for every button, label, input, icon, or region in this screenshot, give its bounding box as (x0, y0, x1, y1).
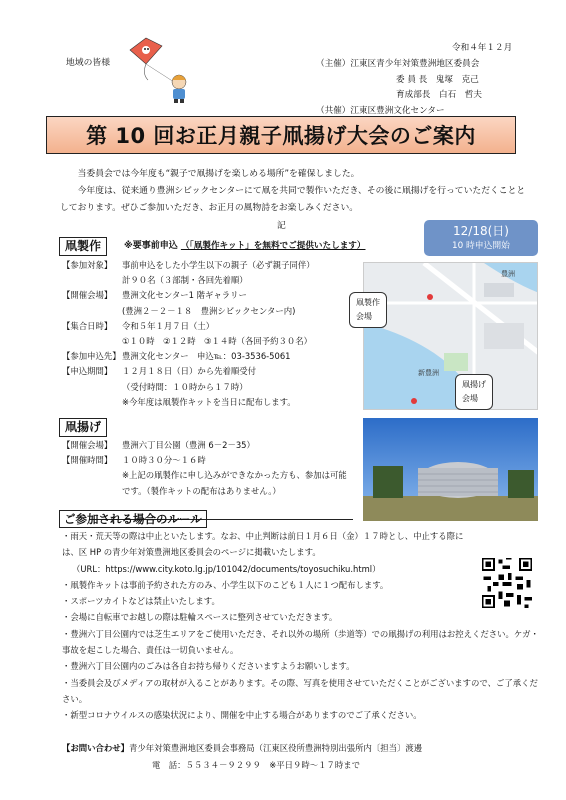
title-banner (46, 116, 516, 154)
kite-making-heading: 凧製作 (59, 237, 107, 256)
date-badge (424, 220, 538, 256)
intro-paragraph-1: 当委員会では今年度も“親子で凧揚げを楽しめる場所”を確保しました。 (77, 169, 360, 179)
requirement-label: ※要事前申込 (124, 241, 178, 251)
page-title: 第 10 回お正月親子凧揚げ大会のご案内 (86, 124, 476, 148)
rules-list (62, 528, 542, 724)
callout-flying-line2: 会場 (462, 394, 478, 403)
list-item: 【参加対象】 事前申込をした小学生以下の親子（必ず親子同伴） (62, 260, 315, 270)
kite-boy-illustration (122, 34, 196, 104)
kite-flying-rows (62, 438, 347, 499)
list-item: （受付時間：１０時から１７時） (122, 381, 248, 392)
callout-making-line2: 会場 (356, 312, 372, 321)
list-item: ①１０時 ②１２時 ③１４時（各回予約３０名） (122, 336, 313, 347)
document-date: 令和４年１２月 (452, 43, 513, 53)
callout-making-line1: 凧製作 (356, 298, 380, 307)
co-organizer-line: （共催）江東区豊洲文化センター (316, 105, 445, 116)
list-item: ・雨天・荒天等の際は中止といたします。なお、中止判断は前日１月６日（金）１７時とし、中止する際には、区 HP の青少年対策豊洲地区委員会のページに掲載いたします。 (62, 531, 464, 558)
map-graphic (364, 263, 538, 410)
list-item: 【開催会場】 豊洲六丁目公園（豊洲 6－2－35） (62, 440, 255, 450)
list-item: 【参加申込先】豊洲文化センター 申込℡：03-3536-5061 (62, 351, 291, 362)
date-badge-date: 12/18(日) (453, 224, 509, 238)
organizer-line: （主催）江東区青少年対策豊洲地区委員会 (316, 59, 480, 69)
list-item: ・当委員会及びメディアの取材が入ることがあります。その際、写真を使用させていただくことがございますので、ご了承ください。 (62, 677, 538, 704)
contact-label: 【お問い合わせ】 (62, 743, 129, 753)
venue-map (363, 262, 538, 410)
callout-making-venue (349, 292, 387, 328)
sponsor-block (316, 57, 482, 119)
list-item: ※今年度は凧製作キットを当日に配布します。 (122, 396, 296, 407)
requirement-line (124, 240, 365, 253)
contact-block (62, 740, 422, 774)
greeting: 地域の皆様 (66, 58, 110, 68)
list-item: です。（製作キットの配布はありません。） (122, 485, 281, 496)
contact-text: 青少年対策豊洲地区委員会事務局（江東区役所豊洲特別出張所内〔担当〕渡邊 (129, 743, 423, 753)
map-label-shintoyosu: 新豊洲 (418, 369, 439, 377)
list-item: ・スポーツカイトなどは禁止いたします。 (62, 596, 220, 607)
callout-flying-venue (455, 374, 493, 410)
list-item: ・会場に自転車でお越しの際は駐輪スペースに整列させていただきます。 (62, 612, 338, 623)
youth-head-line: 育成部長 白石 哲夫 (396, 90, 482, 100)
list-item: ・新型コロナウイルスの感染状況により、開催を中止する場合がありますのでご了承ください。 (62, 710, 422, 721)
list-item: 計９０名（３部制・各回先着順） (122, 275, 248, 286)
list-item: 【集合日時】 令和５年１月７日（土） (62, 320, 215, 331)
list-item: （URL：https://www.city.koto.lg.jp/101042/documents/toyosuchiku.html） (72, 563, 381, 574)
list-item: ・凧製作キットは事前予約された方のみ、小学生以下のこども１人に１つ配布します。 (62, 579, 389, 590)
kite-making-rows (62, 258, 315, 410)
callout-flying-line1: 凧揚げ (462, 380, 486, 389)
requirement-note: （「凧製作キット」を無料でご提供いたします） (180, 241, 366, 251)
park-photo (363, 418, 538, 521)
intro-text (60, 166, 530, 217)
intro-paragraph-2: 今年度は、従来通り豊洲シビックセンターにて凧を共同で製作いただき、その後に凧揚げを行っていただくこととしております。ぜひご参加いただき、お正月の風物詩をお楽しみください。 (60, 186, 526, 213)
ki-mark: 記 (277, 221, 286, 231)
rules-heading: ご参加される場合のルール (59, 510, 207, 528)
list-item: ※上記の凧製作に申し込みができなかった方も、参加は可能 (122, 470, 347, 481)
qr-code-icon[interactable] (480, 556, 534, 610)
list-item: 【開催会場】 豊洲文化センター1 階ギャラリー (62, 290, 247, 301)
map-label-toyosu: 豊洲 (501, 270, 515, 278)
list-item: ・豊洲六丁目公園内では芝生エリアをご使用いただき、それ以外の場所（歩道等）での凧揚げの利用はお控えください。ケガ・事故を起こした場合、責任は一切負いません。 (62, 628, 539, 656)
list-item: 【開催時間】 １０時３０分～１６時 (62, 455, 206, 466)
list-item: 【申込期間】 １２月１８日（日）から先着順受付 (62, 366, 256, 377)
date-badge-note: 10 時申込開始 (452, 241, 510, 251)
contact-tel: 電 話：５５３４－９２９９ ※平日９時～１７時まで (152, 760, 361, 770)
list-item: (豊洲２－２－１８ 豊洲シビックセンター内) (122, 305, 296, 316)
chair-line: 委 員 長 鬼塚 克己 (396, 74, 479, 85)
kite-flying-heading: 凧揚げ (59, 418, 107, 437)
list-item: ・豊洲六丁目公園内のごみは各自お持ち帰りくださいますようお願いします。 (62, 661, 355, 672)
